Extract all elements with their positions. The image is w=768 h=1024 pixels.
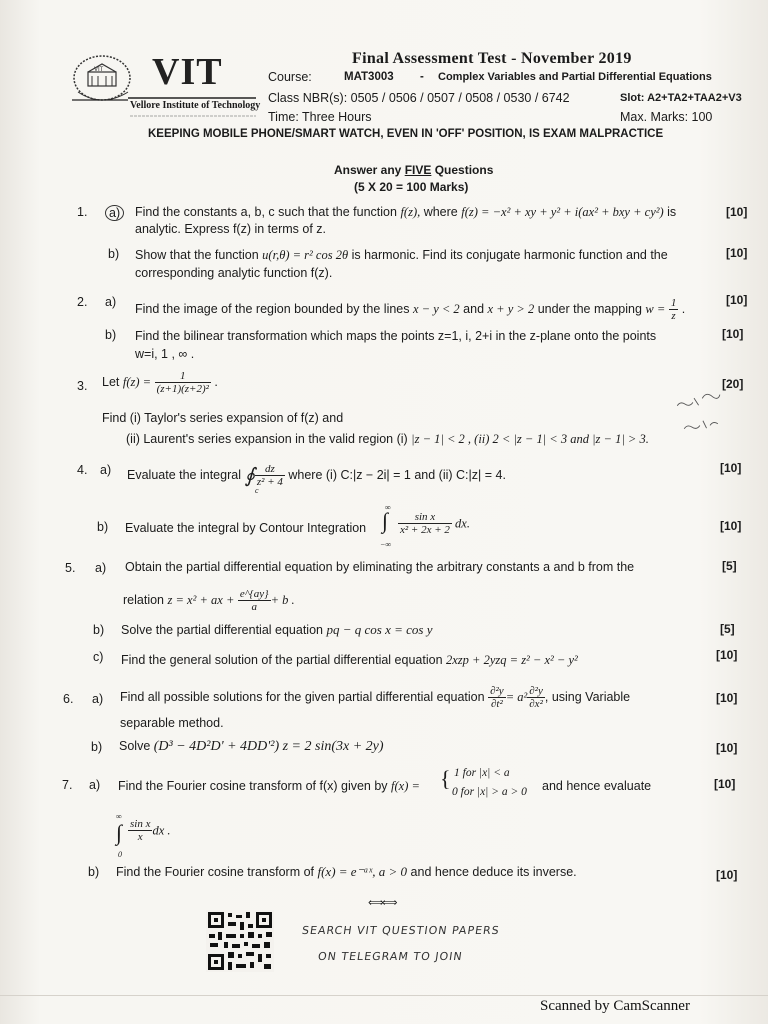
vit-emblem-mini-text: VIT [94,67,104,73]
q5a-marks: [5] [722,559,737,573]
handwritten-scribble-icon [671,384,740,445]
q5c-marks: [10] [716,648,738,662]
q1b-text-line2: corresponding analytic function f(z). [135,266,333,280]
q3-let: Let [102,374,123,389]
q1a-text [135,205,676,220]
q7b-text [116,864,577,880]
q1b-label: b) [108,247,120,261]
q3-statement: Let f(z) = $\frac{1}{\text{(z+1)(z+2)²}}$ . [102,370,218,395]
q2a-frac-num: 1 [670,297,677,309]
vit-logo [70,52,260,124]
q5b-label: b) [93,623,105,637]
q4b-dx: dx. [451,516,470,531]
q7b-label: b) [88,865,100,879]
q7a-case-1: 1 for |x| < a [454,767,510,779]
q7a-integral-sign: ∫ [116,820,123,845]
q6a-tail: , using Variable [544,689,631,704]
q4b-text: Evaluate the integral by Contour Integration [125,521,367,535]
q2a-mapping-text: under the mapping [534,301,646,316]
q7a-tail: and hence evaluate [542,779,652,793]
course-code: MAT3003 [344,71,394,83]
course-dash: - [420,71,424,83]
q1a-function: f(z) = −x² + xy + y² + i(ax² + bxy + cy²) [461,205,664,219]
q7b-function: f(x) = e⁻ᵃˣ, a > 0 [317,864,408,879]
handwritten-line-2: ON TELEGRAM TO JOIN [317,950,464,963]
q6a-frac1-num: ∂²y [490,685,504,697]
camscanner-watermark: Scanned by CamScanner [540,998,690,1014]
q2b-label: b) [105,328,117,342]
q7a-case-2: 0 for |x| > a > 0 [452,786,527,798]
malpractice-warning: KEEPING MOBILE PHONE/SMART WATCH, EVEN IN 'OFF' POSITION, IS EXAM MALPRACTICE [148,128,664,140]
q5a-fraction [238,588,271,613]
q1b-text [135,248,668,263]
q2a-fraction [669,297,679,322]
q4b-lower-limit: −∞ [380,540,392,549]
q5a-label: a) [95,561,107,575]
q2a-line1: x − y < 2 [412,301,460,316]
q7a-frac-den: x [137,831,143,843]
q2a-frac-den: z [671,310,676,322]
q5c-label: c) [93,650,104,664]
q4a-marks: [10] [720,461,742,475]
q1b-marks: [10] [726,246,748,260]
q2a-text: Find the image of the region bounded by the lines x − y < 2 and x + y > 2 under the mapping w = $\frac{1}{z}$ . [135,297,686,322]
q6a-marks: [10] [716,691,738,705]
q6a-fraction-2 [527,685,545,710]
q6a-equals: = a² [505,689,528,704]
exam-title: Final Assessment Test - November 2019 [352,50,632,67]
instruction-pre: Answer any [334,163,405,177]
q4b-upper-limit: ∞ [385,503,391,512]
q7a-fx: f(x) = [391,779,420,793]
q6b-text [119,739,384,755]
q7a-brace: { [440,766,451,791]
handwritten-line-1: SEARCH VIT QUESTION PAPERS [301,924,501,937]
q4b-frac-den: x² + 2x + 2 [400,524,450,536]
q7a-frac-num: sin x [130,818,151,830]
q1a-text-line2: analytic. Express f(z) in terms of z. [135,222,327,236]
q1a-fz: f(z), [400,205,421,219]
q7a-lead: Find the Fourier cosine transform of f(x) given by [118,779,392,793]
q3-line3 [126,432,649,447]
marks-scheme: (5 X 20 = 100 Marks) [354,180,469,194]
q7a-text [118,779,420,794]
q6-number: 6. [63,692,74,706]
q2a-and: and [459,301,488,316]
q2a-w: w = [645,301,666,316]
q3-marks: [20] [722,377,744,391]
q7b-lead: Find the Fourier cosine transform of [116,865,318,879]
scan-divider [0,995,768,996]
q4a-conditions: where (i) C:|z − 2i| = 1 and (ii) C:|z| = 4. [284,467,506,482]
q5a-relation-label: relation [123,592,168,607]
q1a-label: a) [105,205,124,221]
q3-regions: |z − 1| < 2 , (ii) 2 < |z − 1| < 3 and |z − 1| > 3. [411,432,649,446]
q3-frac-num: 1 [155,370,211,383]
q6b-equation: (D³ − 4D²D' + 4DD'²) z = 2 sin(3x + 2y) [153,739,384,754]
q3-frac-den: (z+1)(z+2)² [156,383,209,395]
q6a-frac1-den: ∂t² [490,698,503,710]
q3-line2: Find (i) Taylor's series expansion of f(z) and [102,411,344,425]
q5b-marks: [5] [720,622,735,636]
q6a-label: a) [92,692,104,706]
q6b-lead: Solve [119,739,154,753]
instruction [334,163,493,177]
q4a-frac-num: dz [255,463,285,476]
q4b-fraction [398,511,452,536]
q5c-equation: 2xzp + 2yzq = z² − x² − y² [446,653,578,667]
q5a-relation [123,588,295,613]
q2a-lead: Find the image of the region bounded by the lines [135,301,413,316]
q5a-frac-den: a [251,601,257,613]
q5b-equation: pq − q cos x = cos y [326,622,433,637]
q4a-text [127,463,506,488]
q2a-label: a) [105,295,117,309]
q6b-marks: [10] [716,741,738,755]
q1a-is: is [663,205,677,219]
instruction-post: Questions [431,163,494,177]
q3-handwritten-note [671,384,741,447]
q1-number: 1. [77,205,88,219]
q7-number: 7. [62,778,73,792]
q5c-text [121,653,578,668]
q1a-lead: Find the constants a, b, c such that the function [135,205,401,219]
q4-number: 4. [77,463,88,477]
q7a-dx: dx . [152,823,171,838]
q2a-marks: [10] [726,293,748,307]
course-label: Course: [268,70,312,84]
q6a-lead: Find all possible solutions for the given partial differential equation [120,689,485,704]
q7a-marks: [10] [714,777,736,791]
class-nbr: Class NBR(s): 0505 / 0506 / 0507 / 0508 / 0530 / 6742 [268,91,570,105]
q4a-frac-den: z² + 4 [256,476,283,488]
q4b-frac-num: sin x [398,511,452,524]
q3-number: 3. [77,379,88,393]
slot: Slot: A2+TA2+TAA2+V3 [620,92,742,104]
q4a-lead: Evaluate the integral [127,467,245,482]
qr-code-icon [206,910,274,972]
q2b-text: Find the bilinear transformation which maps the points z=1, i, 2+i in the z-plane onto the points [135,329,657,343]
q6a-frac2-den: ∂x² [529,698,543,710]
q7a-upper-limit: ∞ [116,812,122,821]
q4a-contour-label: c [255,486,259,495]
logo-vit-text: VIT [152,51,223,93]
q4a-integral-sign: ∮ [244,465,255,487]
q1a-marks: [10] [726,205,748,219]
q6a-text-line2: separable method. [120,716,224,730]
end-ornament: ⟺⟺ [368,897,396,909]
q3-fraction [155,370,211,395]
logo-institution-name: Vellore Institute of Technology [130,100,261,111]
q5a-text: Obtain the partial differential equation by eliminating the arbitrary constants a and b from the [125,560,635,574]
q2b-marks: [10] [722,327,744,341]
q4b-integral-sign: ∫ [382,508,389,533]
q5a-relation-math: z = x² + ax + [167,592,235,607]
q5a-relation-tail: + b . [270,592,295,607]
instruction-count: FIVE [404,163,432,177]
q3-line3-lead: (ii) Laurent's series expansion in the valid region (i) [126,432,412,446]
q6a-fraction-1 [488,685,506,710]
q5b-lead: Solve the partial differential equation [121,623,327,637]
q5c-lead: Find the general solution of the partial differential equation [121,653,446,667]
q6a-text [120,685,630,710]
q6b-label: b) [91,740,103,754]
qr-code[interactable] [206,910,274,972]
q7b-marks: [10] [716,868,738,882]
q4b-marks: [10] [720,519,742,533]
q1b-lead: Show that the function [135,248,263,262]
q1a-where: where [420,205,462,219]
q1b-rest: is harmonic. Find its conjugate harmonic function and the [348,248,668,262]
q7a-fraction [128,818,152,843]
q4a-fraction [255,463,285,488]
q5a-frac-num: e^{ay} [239,588,269,600]
q7a-lower-limit: 0 [118,850,122,859]
q2-number: 2. [77,295,88,309]
q5b-text [121,622,432,638]
course-name: Complex Variables and Partial Differential Equations [438,71,712,83]
q4a-label: a) [100,463,112,477]
q4b-label: b) [97,520,109,534]
q6a-frac2-num: ∂²y [529,685,543,697]
max-marks: Max. Marks: 100 [620,110,713,124]
exam-time: Time: Three Hours [268,110,372,124]
q2a-line2: x + y > 2 [487,301,535,316]
q2b-text-line2: w=i, 1 , ∞ . [135,347,195,361]
q7a-integrand [128,818,171,843]
q7b-rest: and hence deduce its inverse. [407,865,577,879]
q3-fz: f(z) = [122,374,152,389]
q7a-label: a) [89,778,101,792]
q4b-integrand [398,511,470,536]
q5-number: 5. [65,561,76,575]
q1b-function: u(r,θ) = r² cos 2θ [262,248,349,262]
